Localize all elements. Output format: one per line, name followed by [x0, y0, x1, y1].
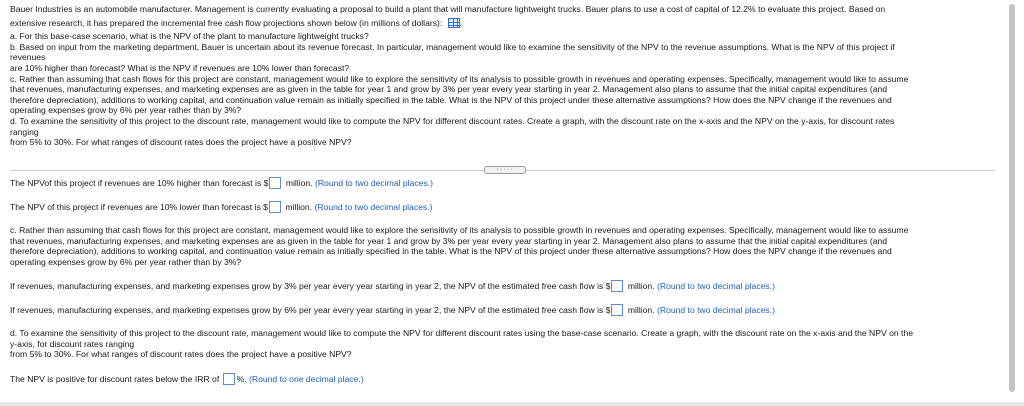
round-hint: (Round to two decimal places.) — [314, 178, 433, 188]
question-part-b-cont2: are 10% higher than forecast? What is the NPV if revenues are 10% lower than forecast? — [10, 62, 350, 73]
data-table-icon[interactable] — [448, 18, 460, 28]
question-part-d: d. To examine the sensitivity of this project to the discount rate, management would like to compute the NPV for different discount rates. Create a graph, with the discount rate on the x-axis and the NPV on the y-axis, for discount rates — [10, 115, 895, 126]
round-hint: (Round to two decimal places.) — [314, 202, 433, 212]
round-hint: (Round to two decimal places.) — [656, 281, 775, 291]
answer-growth-6: If revenues, manufacturing expenses, and marketing expenses grow by 6% per year every year starting in year 2, the NPV of the estimated free cash flow is $ million. (Round to two decimal places.) — [10, 305, 775, 315]
question-part-c-cont: that revenues, manufacturing expenses, and marketing expenses are as given in the table for year 1 and grow by 3% per year every year starting in year 2. Management also plans to assume that the initial capital expenditures (and — [10, 84, 888, 95]
answer-part-c-text: c. Rather than assuming that cash flows for this project are constant, management would like to explore the sensitivity of its analysis to possible growth in revenues and operating expenses. Specifically, management would like to assume that revenues, manufacturing expenses, and marketing expenses are as given in the table for year 1 and grow by 3% per year every year starting in year 2. Management also plans to assume that the initial capital expenditures (and therefore depreciation), additions to working capital, and continuation value remain as initially specified in the table. What is the NPV of this project under these alternative assumptions? How does the NPV change if the revenues and operating expenses grow by 6% per year rather than by 3%? — [10, 225, 909, 267]
question-part-d-cont: ranging — [10, 126, 39, 137]
question-intro: Bauer Industries is an automobile manufacturer. Management is currently evaluating a proposal to build a plant that will manufacture lightweight trucks. Bauer plans to use a cost of capital of 12.2% to evaluate this project. Based on — [10, 4, 886, 14]
question-part-c-cont3: operating expenses grow by 6% per year rather than by 3%? — [10, 105, 242, 116]
question-part-c-cont2: therefore depreciation), additions to working capital, and continuation value remain as initially specified in the table. What is the NPV of this project under these alternative assumptions? How does the NPV change if the revenues and — [10, 94, 892, 105]
growth-6-input[interactable] — [611, 304, 623, 316]
npv-higher-input[interactable] — [269, 177, 281, 189]
question-part-a: a. For this base-case scenario, what is the NPV of the plant to manufacture lightweight trucks? — [10, 31, 369, 42]
round-hint: (Round to one decimal place.) — [249, 374, 364, 384]
scrollbar-thumb[interactable] — [1009, 4, 1015, 392]
npv-lower-input[interactable] — [269, 201, 281, 213]
answer-npv-higher: The NPVof this project if revenues are 10% higher than forecast is $ million. (Round to two decimal places.) — [10, 178, 433, 188]
vertical-scrollbar[interactable] — [1002, 0, 1024, 406]
question-panel — [10, 4, 995, 148]
answer-part-d-text: d. To examine the sensitivity of this project to the discount rate, management would like to compute the NPV for different discount rates using the base-case scenario. Create a graph, with the discount rate on the x-axis and the NPV on the y-axis, for discount rates ranging from 5% to 30%. For what ranges of discount rates does the project have a positive NPV? — [10, 328, 914, 360]
answer-npv-lower: The NPV of this project if revenues are 10% lower than forecast is $ million. (Round to two decimal places.) — [10, 202, 433, 212]
growth-3-input[interactable] — [611, 280, 623, 292]
question-part-b: b. Based on input from the marketing department, Bauer is uncertain about its revenue forecast. In particular, management would like to examine the sensitivity of the NPV to the revenue assumptions. What is the NPV of this project if — [10, 41, 895, 52]
expand-handle[interactable]: ····· — [484, 166, 526, 174]
question-part-c: c. Rather than assuming that cash flows for this project are constant, management would like to explore the sensitivity of its analysis to possible growth in revenues and operating expenses. Specifically, management would like to assume — [10, 73, 909, 84]
question-part-d-cont2: from 5% to 30%. For what ranges of discount rates does the project have a positive NPV? — [10, 137, 352, 148]
question-part-b-cont: revenues — [10, 52, 46, 63]
irr-input[interactable] — [223, 373, 235, 385]
answer-growth-3: If revenues, manufacturing expenses, and marketing expenses grow by 3% per year every year starting in year 2, the NPV of the estimated free cash flow is $ million. (Round to two decimal places.) — [10, 281, 775, 291]
bottom-scroll-area — [0, 402, 1024, 406]
question-intro-cont: extensive research, it has prepared the incremental free cash flow projections shown below (in millions of dollars): . — [10, 17, 463, 28]
answer-irr: The NPV is positive for discount rates below the IRR of %. (Round to one decimal place.) — [10, 374, 364, 384]
round-hint: (Round to two decimal places.) — [656, 305, 775, 315]
